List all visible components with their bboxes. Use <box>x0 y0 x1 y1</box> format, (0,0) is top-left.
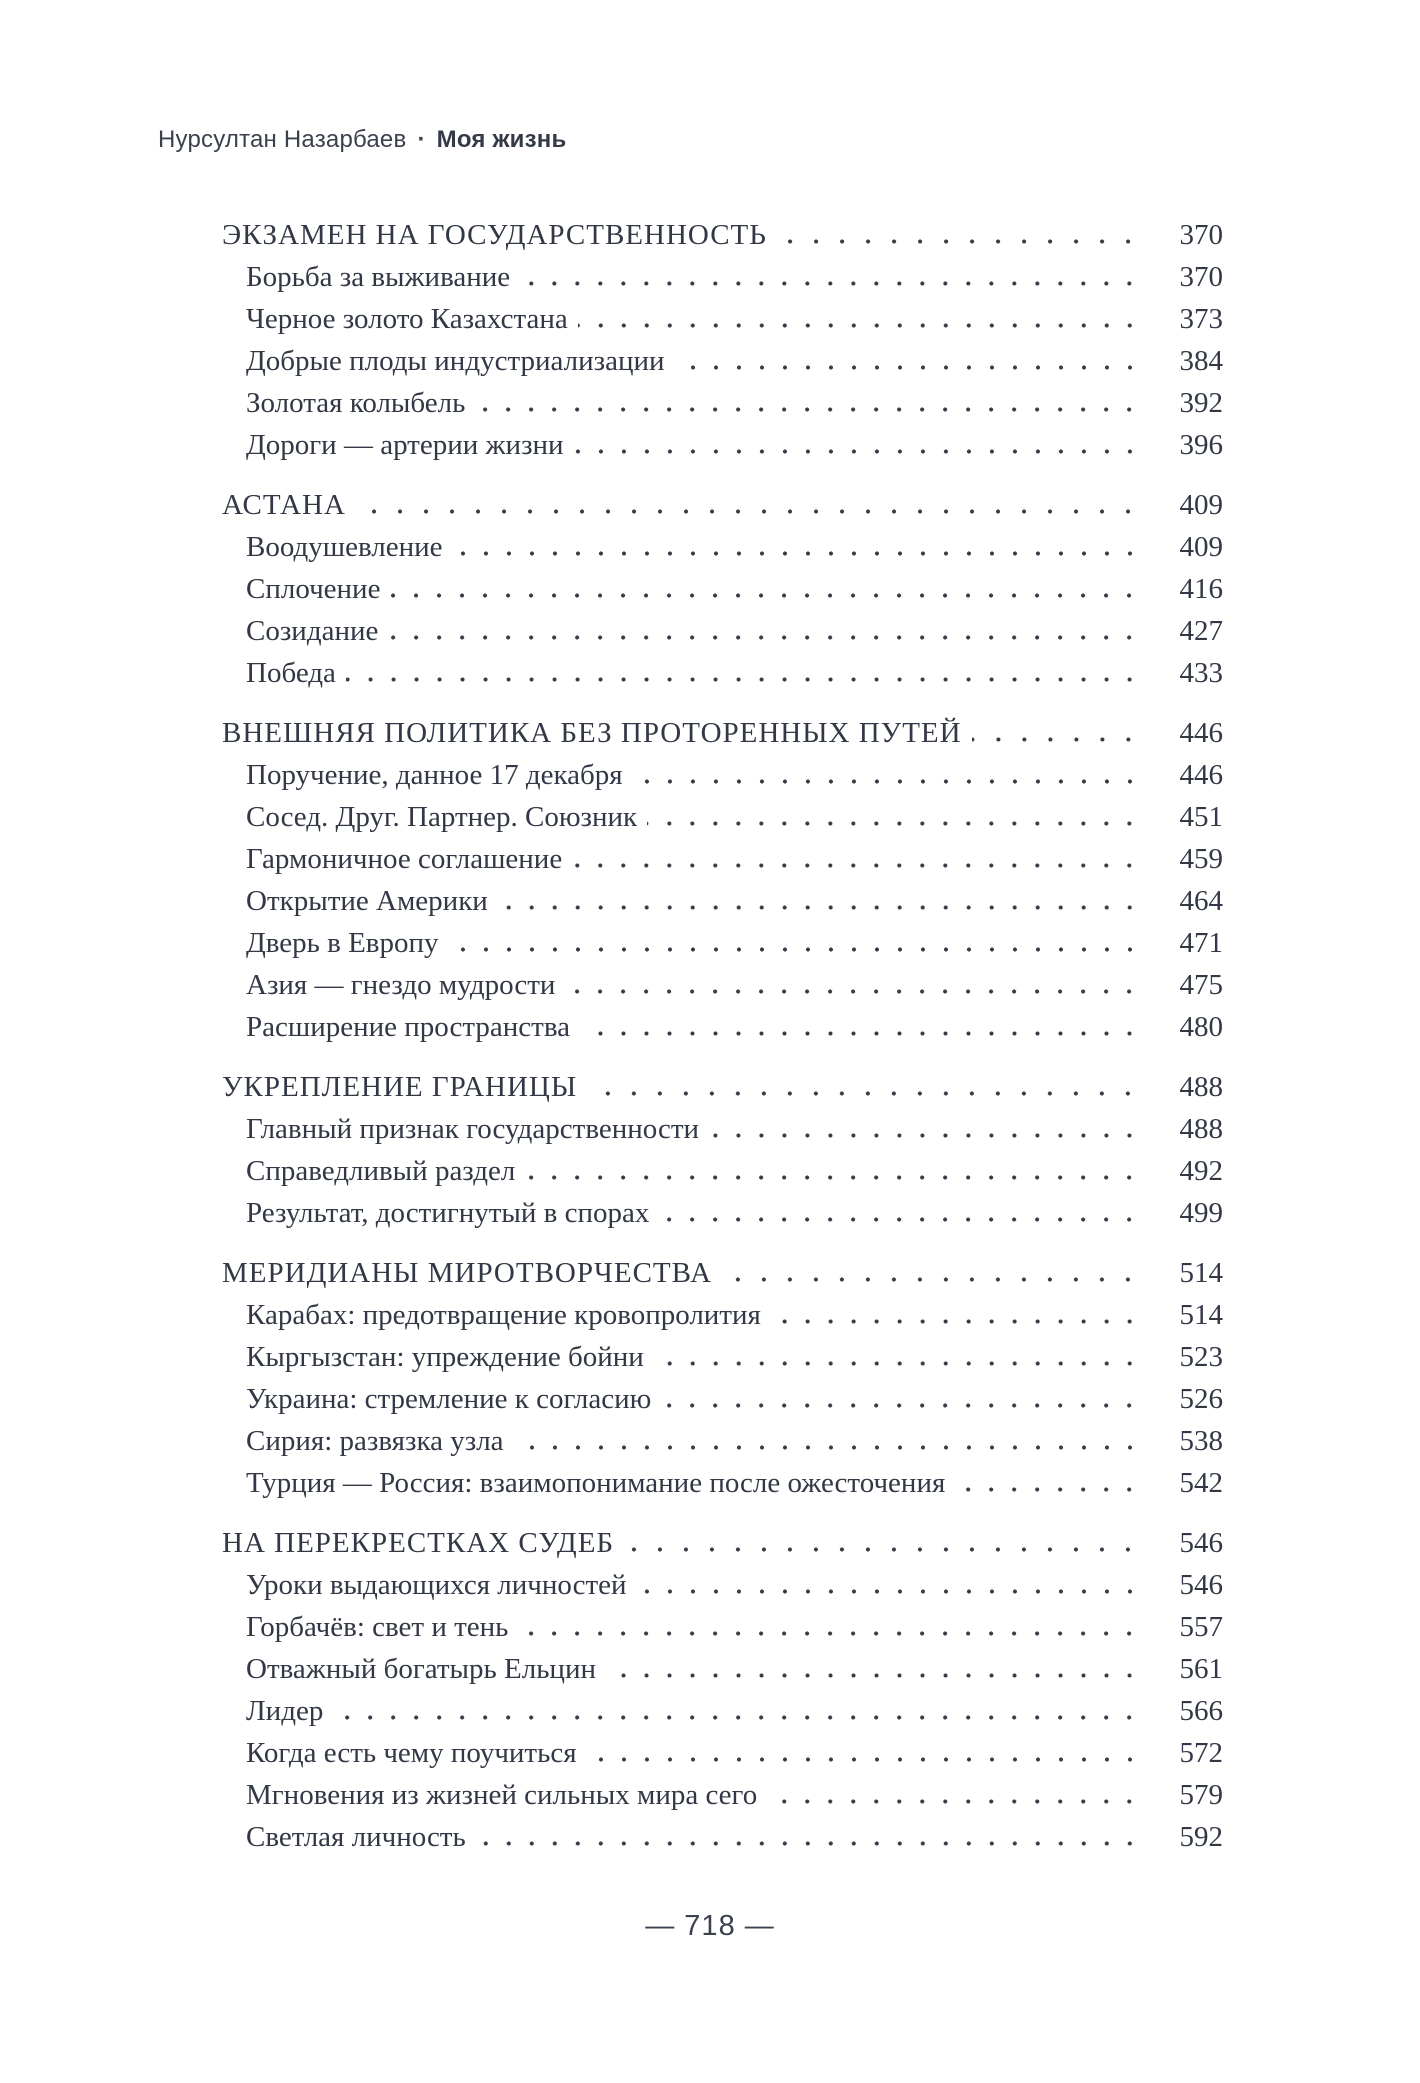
toc-entry-row <box>222 531 1223 573</box>
entry-page-number: 384 <box>1179 345 1223 377</box>
toc-entry-row <box>222 1425 1223 1467</box>
toc-entry-row <box>222 1695 1223 1737</box>
toc-section <box>222 489 1223 699</box>
entry-page-number: 542 <box>1179 1467 1223 1499</box>
entry-page-number: 572 <box>1179 1737 1223 1769</box>
dot-leader <box>624 1547 1141 1552</box>
toc-entry-row <box>222 303 1223 345</box>
entry-title: Уроки выдающихся личностей <box>246 1569 627 1601</box>
dot-leader <box>574 449 1141 454</box>
entry-title: Карабах: предотвращение кровопролития <box>246 1299 761 1331</box>
entry-title: Добрые плоды индустриализации <box>246 345 665 377</box>
entry-title: Главный признак государственности <box>246 1113 700 1145</box>
dot-leader <box>675 365 1141 370</box>
dot-leader <box>587 1091 1141 1096</box>
toc-chapter-row <box>222 489 1223 531</box>
dot-leader <box>606 1673 1141 1678</box>
page-number: — 718 — <box>645 1910 775 1942</box>
toc-chapter-row <box>222 1527 1223 1569</box>
dot-leader <box>587 1757 1141 1762</box>
dot-leader <box>518 1631 1141 1636</box>
toc-entry-row <box>222 1011 1223 1053</box>
entry-page-number: 416 <box>1179 573 1223 605</box>
dot-leader <box>722 1277 1141 1282</box>
dot-leader <box>955 1487 1141 1492</box>
entry-title: Турция — Россия: взаимопонимание после ожесточения <box>246 1467 946 1499</box>
dot-leader <box>578 323 1141 328</box>
page-footer <box>0 1910 1420 1943</box>
entry-page-number: 561 <box>1179 1653 1223 1685</box>
entry-title: Победа <box>246 657 336 689</box>
dot-leader <box>449 947 1141 952</box>
toc-entry-row <box>222 1341 1223 1383</box>
toc-section <box>222 1071 1223 1239</box>
chapter-entries <box>222 1299 1223 1509</box>
toc-section <box>222 1527 1223 1863</box>
entry-page-number: 492 <box>1179 1155 1223 1187</box>
entry-page-number: 373 <box>1179 303 1223 335</box>
entry-title: Украина: стремление к согласию <box>246 1383 652 1415</box>
entry-page-number: 475 <box>1179 969 1223 1001</box>
entry-title: Отважный богатырь Ельцин <box>246 1653 596 1685</box>
toc-section <box>222 717 1223 1053</box>
chapter-page-number: 370 <box>1179 219 1223 251</box>
toc-entry-row <box>222 1383 1223 1425</box>
entry-page-number: 579 <box>1179 1779 1223 1811</box>
dot-leader <box>520 281 1141 286</box>
toc-chapter-row <box>222 717 1223 759</box>
separator-dot-icon: · <box>417 126 426 153</box>
toc-entry-row <box>222 1113 1223 1155</box>
entry-page-number: 557 <box>1179 1611 1223 1643</box>
toc-entry-row <box>222 657 1223 699</box>
entry-page-number: 433 <box>1179 657 1223 689</box>
toc-entry-row <box>222 1467 1223 1509</box>
entry-title: Сирия: развязка узла <box>246 1425 504 1457</box>
entry-page-number: 471 <box>1179 927 1223 959</box>
toc-chapter-row <box>222 1071 1223 1113</box>
entry-title: Черное золото Казахстана <box>246 303 568 335</box>
chapter-page-number: 514 <box>1179 1257 1223 1289</box>
table-of-contents <box>222 219 1223 1863</box>
entry-title: Гармоничное соглашение <box>246 843 563 875</box>
toc-entry-row <box>222 1653 1223 1695</box>
entry-title: Дороги — артерии жизни <box>246 429 564 461</box>
entry-page-number: 523 <box>1179 1341 1223 1373</box>
dot-leader <box>637 1589 1141 1594</box>
entry-page-number: 546 <box>1179 1569 1223 1601</box>
dot-leader <box>346 677 1141 682</box>
entry-title: Открытие Америки <box>246 885 488 917</box>
entry-page-number: 464 <box>1179 885 1223 917</box>
entry-title: Воодушевление <box>246 531 443 563</box>
entry-title: Кыргызстан: упреждение бойни <box>246 1341 644 1373</box>
toc-entry-row <box>222 1299 1223 1341</box>
chapter-page-number: 409 <box>1179 489 1223 521</box>
toc-entry-row <box>222 927 1223 969</box>
entry-title: Дверь в Европу <box>246 927 439 959</box>
dot-leader <box>356 509 1141 514</box>
dot-leader <box>777 239 1141 244</box>
chapter-title: ВНЕШНЯЯ ПОЛИТИКА БЕЗ ПРОТОРЕННЫХ ПУТЕЙ <box>222 717 962 749</box>
dot-leader <box>514 1445 1141 1450</box>
toc-entry-row <box>222 1611 1223 1653</box>
chapter-entries <box>222 1113 1223 1239</box>
entry-page-number: 370 <box>1179 261 1223 293</box>
entry-page-number: 480 <box>1179 1011 1223 1043</box>
chapter-entries <box>222 531 1223 699</box>
entry-page-number: 427 <box>1179 615 1223 647</box>
entry-title: Справедливый раздел <box>246 1155 516 1187</box>
dot-leader <box>388 635 1141 640</box>
dot-leader <box>390 593 1141 598</box>
entry-page-number: 396 <box>1179 429 1223 461</box>
toc-entry-row <box>222 345 1223 387</box>
dot-leader <box>647 821 1141 826</box>
toc-entry-row <box>222 1737 1223 1779</box>
entry-page-number: 538 <box>1179 1425 1223 1457</box>
toc-entry-row <box>222 1779 1223 1821</box>
entry-page-number: 446 <box>1179 759 1223 791</box>
dot-leader <box>661 1403 1141 1408</box>
dot-leader <box>475 407 1141 412</box>
entry-page-number: 392 <box>1179 387 1223 419</box>
chapter-title: УКРЕПЛЕНИЕ ГРАНИЦЫ <box>222 1071 578 1103</box>
entry-page-number: 459 <box>1179 843 1223 875</box>
toc-chapter-row <box>222 1257 1223 1299</box>
entry-page-number: 409 <box>1179 531 1223 563</box>
entry-page-number: 499 <box>1179 1197 1223 1229</box>
chapter-title: АСТАНА <box>222 489 346 521</box>
entry-page-number: 514 <box>1179 1299 1223 1331</box>
toc-entry-row <box>222 429 1223 471</box>
toc-entry-row <box>222 1197 1223 1239</box>
dot-leader <box>565 989 1141 994</box>
entry-title: Лидер <box>246 1695 324 1727</box>
running-header <box>158 125 566 155</box>
toc-entry-row <box>222 261 1223 303</box>
chapter-page-number: 546 <box>1179 1527 1223 1559</box>
dot-leader <box>525 1175 1141 1180</box>
chapter-page-number: 488 <box>1179 1071 1223 1103</box>
entry-title: Золотая колыбель <box>246 387 466 419</box>
entry-title: Азия — гнездо мудрости <box>246 969 556 1001</box>
entry-title: Сплочение <box>246 573 381 605</box>
dot-leader <box>580 1031 1141 1036</box>
toc-section <box>222 1257 1223 1509</box>
entry-title: Борьба за выживание <box>246 261 511 293</box>
book-title: Моя жизнь <box>436 126 567 153</box>
author-name: Нурсултан Назарбаев <box>158 126 407 153</box>
dot-leader <box>633 779 1141 784</box>
entry-page-number: 451 <box>1179 801 1223 833</box>
dot-leader <box>476 1841 1141 1846</box>
toc-section <box>222 219 1223 471</box>
entry-page-number: 488 <box>1179 1113 1223 1145</box>
dot-leader <box>498 905 1141 910</box>
dot-leader <box>771 1319 1141 1324</box>
dot-leader <box>659 1217 1141 1222</box>
toc-entry-row <box>222 969 1223 1011</box>
chapter-page-number: 446 <box>1179 717 1223 749</box>
dot-leader <box>572 863 1141 868</box>
entry-title: Сосед. Друг. Партнер. Союзник <box>246 801 638 833</box>
entry-title: Созидание <box>246 615 379 647</box>
toc-entry-row <box>222 1155 1223 1197</box>
toc-chapter-row <box>222 219 1223 261</box>
entry-title: Светлая личность <box>246 1821 466 1853</box>
toc-entry-row <box>222 885 1223 927</box>
dot-leader <box>453 551 1141 556</box>
toc-entry-row <box>222 1569 1223 1611</box>
entry-page-number: 592 <box>1179 1821 1223 1853</box>
entry-title: Мгновения из жизней сильных мира сего <box>246 1779 758 1811</box>
chapter-entries <box>222 261 1223 471</box>
toc-entry-row <box>222 1821 1223 1863</box>
toc-entry-row <box>222 801 1223 843</box>
dot-leader <box>709 1133 1141 1138</box>
chapter-title: ЭКЗАМЕН НА ГОСУДАРСТВЕННОСТЬ <box>222 219 767 251</box>
toc-entry-row <box>222 615 1223 657</box>
entry-title: Когда есть чему поучиться <box>246 1737 577 1769</box>
toc-entry-row <box>222 573 1223 615</box>
chapter-title: МЕРИДИАНЫ МИРОТВОРЧЕСТВА <box>222 1257 713 1289</box>
entry-title: Горбачёв: свет и тень <box>246 1611 509 1643</box>
entry-title: Результат, достигнутый в спорах <box>246 1197 650 1229</box>
chapter-entries <box>222 1569 1223 1863</box>
entry-title: Поручение, данное 17 декабря <box>246 759 623 791</box>
dot-leader <box>767 1799 1141 1804</box>
toc-entry-row <box>222 843 1223 885</box>
dot-leader <box>972 737 1141 742</box>
entry-page-number: 566 <box>1179 1695 1223 1727</box>
dot-leader <box>333 1715 1141 1720</box>
dot-leader <box>654 1361 1141 1366</box>
entry-title: Расширение пространства <box>246 1011 571 1043</box>
toc-entry-row <box>222 759 1223 801</box>
chapter-entries <box>222 759 1223 1053</box>
toc-entry-row <box>222 387 1223 429</box>
chapter-title: НА ПЕРЕКРЕСТКАХ СУДЕБ <box>222 1527 615 1559</box>
entry-page-number: 526 <box>1179 1383 1223 1415</box>
